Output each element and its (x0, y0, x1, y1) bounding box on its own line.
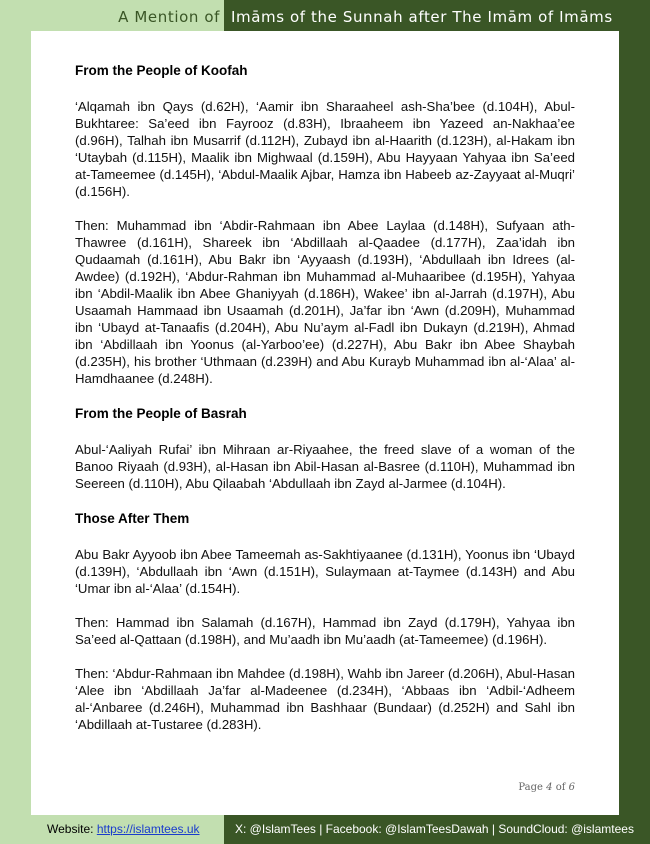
paragraph: Then: ‘Abdur-Rahmaan ibn Mahdee (d.198H), Wahb ibn Jareer (d.206H), Abul-Hasan ‘Alee ibn ‘Abdillaah Ja’far al-Madeenee (d.234H), ‘Abbaas ibn ‘Adbil-‘Adheem al-‘Anbaree (d.246H), Muhammad ibn Bashhaar (Bundaar) (d.252H) and Sahl ibn ‘Abdillaah at-Tustaree (d.283H). (75, 666, 575, 732)
paragraph: Then: Hammad ibn Salamah (d.167H), Hammad ibn Zayd (d.179H), Yahyaa ibn Sa’eed al-Qattaan (d.198H), and Mu’aadh ibn Mu’aadh (at-Tameemee) (d.196H). (75, 615, 575, 647)
page-number-prefix: Page (518, 782, 543, 793)
paragraph: Abu Bakr Ayyoob ibn Abee Tameemah as-Sakhtiyaanee (d.131H), Yoonus ibn ‘Ubayd (d.139H), ‘Abdullaah ibn ‘Awn (d.151H), Sulaymaan at-Taymee (d.143H) and Abu ‘Umar ibn al-‘Alaa’ (d.154H). (75, 547, 575, 596)
page-body (31, 31, 619, 815)
paragraph: ‘Alqamah ibn Qays (d.62H), ‘Aamir ibn Sharaaheel ash-Sha’bee (d.104H), Abul-Bukhtaree: Sa’eed ibn Fayrooz (d.83H), Ibraaheem ibn Yazeed an-Nakhaa’ee (d.96H), Talhah ibn Musarrif (d.112H), Zubayd ibn al-Haarith (d.123H), al-Hakam ibn ‘Utaybah (d.115H), Maalik ibn Mighwaal (d.159H), Abu Hayyaan Yahyaa ibn Sa’eed at-Tameemee (d.145H), ‘Abdul-Maalik Ajbar, Hamza ibn Habeeb az-Zayyaat al-Muqri’ (d.156H). (75, 99, 575, 199)
section-heading-koofah: From the People of Koofah (75, 63, 248, 78)
section-heading-basrah: From the People of Basrah (75, 406, 247, 421)
page-content (75, 61, 575, 750)
paragraph: Abul-‘Aaliyah Rufai’ ibn Mihraan ar-Riyaahee, the freed slave of a woman of the Banoo Riyaah (d.93H), al-Hasan ibn Abil-Hasan al-Basree (d.110H), Muhammad ibn Seereen (d.110H), Abu Qilaabah ‘Abdullaah ibn Zayd al-Jarmee (d.104H). (75, 442, 575, 491)
website-link[interactable]: https://islamtees.uk (96, 822, 200, 836)
paragraph: Then: Muhammad ibn ‘Abdir-Rahmaan ibn Abee Laylaa (d.148H), Sufyaan ath-Thawree (d.161H), Shareek ibn ‘Abdillaah al-Qaadee (d.177H), Zaa’idah ibn Qudaamah (d.161H), Abu Bakr ibn ‘Ayyaash (d.193H), ‘Abdullaah ibn Idrees (al-Awdee) (d.192H), ‘Abdur-Rahman ibn Muhammad al-Muhaaribee (d.195H), Yahyaa ibn ‘Abdil-Maalik ibn Abee Ghaniyyah (d.186H), Wakee’ ibn al-Jarrah (d.197H), Abu Usaamah Hammaad ibn Usaamah (d.201H), Ja’far ibn ‘Awn (d.209H), Muhammad ibn ‘Ubayd at-Tanaafis (d.204H), Abu Nu’aym al-Fadl ibn Dukayn (d.219H), Ahmad ibn ‘Abdillaah ibn Yoonus (al-Yarboo’ee) (d.227H), Abu Bakr ibn Abee Shaybah (d.235H), his brother ‘Uthmaan (d.239H) and Abu Kurayb Muhammad ibn al-‘Alaa’ al-Hamdhaanee (d.248H). (75, 218, 575, 386)
footer-website (47, 822, 200, 836)
page-number-current: 4 (546, 782, 553, 793)
header-title-left: A Mention of (118, 8, 220, 26)
page-number-total: 6 (568, 782, 575, 793)
website-label: Website: (47, 822, 94, 836)
document-header (0, 4, 650, 30)
footer-social: X: @IslamTees | Facebook: @IslamTeesDawah | SoundCloud: @islamtees (235, 822, 634, 836)
section-heading-those-after-them: Those After Them (75, 511, 190, 526)
header-title-right: Imāms of the Sunnah after The Imām of Imāms (231, 8, 613, 26)
page-number-of: of (555, 782, 566, 793)
page-number (518, 782, 575, 793)
